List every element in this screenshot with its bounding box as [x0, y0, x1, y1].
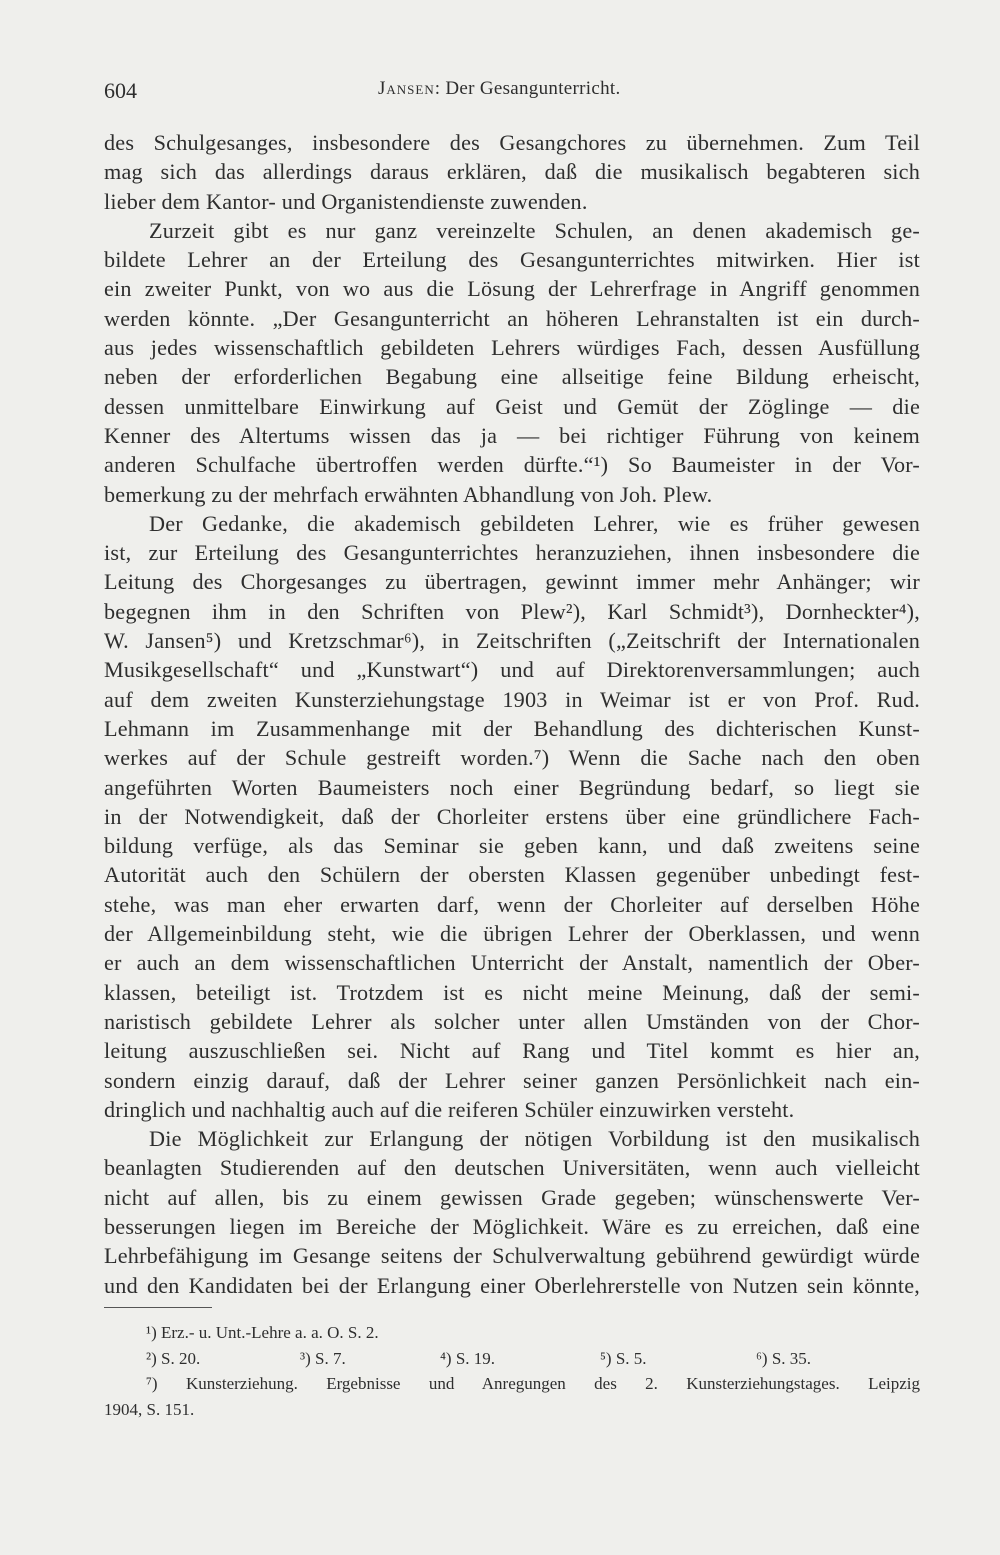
text-line: ein zweiter Punkt, von wo aus die Lösung der Lehrerfrage in Angriff genommen: [104, 276, 920, 302]
footnote-6: ⁶) S. 35.: [756, 1348, 812, 1368]
text-line: der Allgemeinbildung steht, wie die übrigen Lehrer der Oberklassen, und wenn: [104, 921, 920, 947]
footnote-4: ⁴) S. 19.: [440, 1348, 496, 1368]
text-line: nicht auf allen, bis zu einem gewissen Grade gegeben; wünschenswerte Ver-: [104, 1184, 920, 1210]
text-line: Musikgesellschaft“ und „Kunstwart“) und auf Direktorenversammlungen; auch: [104, 657, 920, 683]
text-line: klassen, beteiligt ist. Trotzdem ist es nicht meine Meinung, daß der semi-: [104, 979, 920, 1005]
text-line: W. Jansen⁵) und Kretzschmar⁶), in Zeitschriften („Zeitschrift der Internationalen: [104, 628, 920, 654]
footnote-3: ³) S. 7.: [300, 1348, 346, 1368]
text-line: er auch an dem wissenschaftlichen Unterricht der Anstalt, namentlich der Ober-: [104, 950, 920, 976]
text-line: Leitung des Chorgesanges zu übertragen, gewinnt immer mehr Anhänger; wir: [104, 569, 920, 595]
text-line: begegnen ihm in den Schriften von Plew²), Karl Schmidt³), Dornheckter⁴),: [104, 598, 920, 624]
text-line: auf dem zweiten Kunsterziehungstage 1903 in Weimar ist er von Prof. Rud.: [104, 686, 920, 712]
text-line: Kenner des Altertums wissen das ja — bei richtiger Führung von keinem: [104, 422, 920, 448]
text-line: ist, zur Erteilung des Gesangunterrichtes heranzuziehen, ihnen insbesondere die: [104, 540, 920, 566]
page-header: [104, 78, 920, 112]
text-line: Lehmann im Zusammenhange mit der Behandlung des dichterischen Kunst-: [104, 715, 920, 741]
text-line: naristisch gebildete Lehrer als solcher unter allen Umständen von der Chor-: [104, 1008, 920, 1034]
text-line: angeführten Worten Baumeisters noch einer Begründung bedarf, so liegt sie: [104, 774, 920, 800]
footnote-1: ¹) Erz.- u. Unt.-Lehre a. a. O. S. 2.: [146, 1323, 379, 1342]
footnote-row-2-6: [104, 1346, 920, 1372]
text-line: leitung auszuschließen sei. Nicht auf Rang und Titel kommt es hier an,: [104, 1038, 920, 1064]
footnote-2: ²) S. 20.: [146, 1348, 201, 1368]
text-line: des Schulgesanges, insbesondere des Gesangchores zu übernehmen. Zum Teil: [104, 130, 920, 155]
text-line: beanlagten Studierenden auf den deutschen Universitäten, wenn auch vielleicht: [104, 1155, 920, 1181]
text-line: anderen Schulfache übertroffen werden dürfte.“¹) So Baumeister in der Vor-: [104, 452, 920, 478]
footnote-7-line-2: 1904, S. 151.: [104, 1399, 195, 1419]
text-line: aus jedes wissenschaftlich gebildeten Lehrers würdiges Fach, dessen Ausfüllung: [104, 335, 920, 361]
text-line: lieber dem Kantor- und Organistendienste zuwenden.: [104, 188, 588, 214]
text-line: besserungen liegen im Bereiche der Möglichkeit. Wäre es zu erreichen, daß eine: [104, 1213, 920, 1239]
footnote-7-line-1: ⁷) Kunsterziehung. Ergebnisse und Anregungen des 2. Kunsterziehungstages. Leipzig: [146, 1374, 920, 1393]
text-line: neben der erforderlichen Begabung eine allseitige feine Bildung erheischt,: [104, 364, 920, 390]
body-text: [104, 128, 920, 1300]
page-number: 604: [104, 78, 137, 103]
text-line: Zurzeit gibt es nur ganz vereinzelte Schulen, an denen akademisch ge-: [149, 217, 920, 243]
text-line: Lehrbefähigung im Gesange seitens der Schulverwaltung gebührend gewürdigt würde: [104, 1243, 920, 1269]
text-line: Autorität auch den Schülern der obersten Klassen gegenüber unbedingt fest-: [104, 862, 920, 888]
text-line: dessen unmittelbare Einwirkung auf Geist und Gemüt der Zöglinge — die: [104, 393, 920, 419]
text-line: stehe, was man eher erwarten darf, wenn der Chorleiter auf derselben Höhe: [104, 891, 920, 917]
running-head-author: Jansen: [378, 78, 435, 99]
text-line: bildung verfüge, als das Seminar sie geben kann, und daß zweitens seine: [104, 833, 920, 859]
footnote-divider: [104, 1307, 212, 1308]
text-line: Die Möglichkeit zur Erlangung der nötigen Vorbildung ist den musikalisch: [149, 1126, 920, 1152]
running-head-title: Der Gesangunterricht.: [445, 78, 621, 99]
text-line: Der Gedanke, die akademisch gebildeten Lehrer, wie es früher gewesen: [149, 510, 920, 536]
text-line: bemerkung zu der mehrfach erwähnten Abhandlung von Joh. Plew.: [104, 481, 713, 507]
text-line: bildete Lehrer an der Erteilung des Gesangunterrichtes mitwirken. Hier ist: [104, 247, 920, 273]
running-head: [378, 78, 621, 100]
text-line: werden könnte. „Der Gesangunterricht an höheren Lehranstalten ist ein durch-: [104, 305, 920, 331]
text-line: mag sich das allerdings daraus erklären, daß die musikalisch begabteren sich: [104, 159, 920, 185]
footnotes: [104, 1320, 920, 1422]
text-line: dringlich und nachhaltig auch auf die reiferen Schüler einzuwirken versteht.: [104, 1096, 795, 1122]
text-line: in der Notwendigkeit, daß der Chorleiter erstens über eine gründlichere Fach-: [104, 803, 920, 829]
running-head-separator: :: [434, 78, 441, 99]
text-line: sondern einzig darauf, daß der Lehrer seiner ganzen Persönlichkeit nach ein-: [104, 1067, 920, 1093]
text-line: werkes auf der Schule gestreift worden.⁷) Wenn die Sache nach den oben: [104, 745, 920, 771]
text-line: und den Kandidaten bei der Erlangung einer Oberlehrerstelle von Nutzen sein könnte,: [104, 1272, 920, 1298]
footnote-5: ⁵) S. 5.: [600, 1348, 647, 1368]
